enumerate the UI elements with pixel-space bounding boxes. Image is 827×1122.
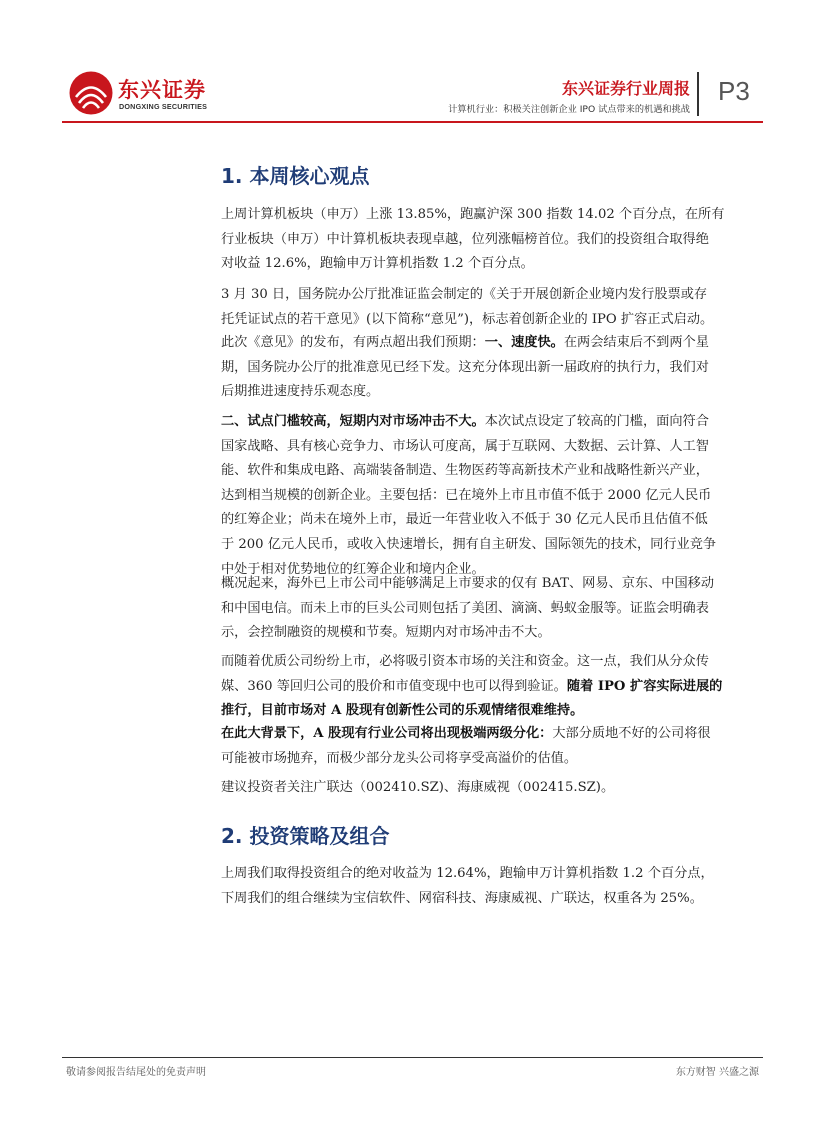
text-line [221, 699, 759, 724]
paragraph-portfolio [221, 862, 759, 911]
text-line [221, 331, 759, 356]
text-run: 本次试点设定了较高的门槛，面向符合 [484, 414, 709, 429]
report-title: 东兴证券行业周报 [561, 79, 690, 98]
bold-run: 随着 IPO 扩容实际进展的 [566, 678, 723, 694]
text-line: 下周我们的组合继续为宝信软件、网宿科技、海康威视、广联达，权重各为 25%。 [221, 890, 703, 906]
bold-run: 在此大背景下，A 股现有行业公司将出现极端两级分化： [221, 726, 553, 741]
bold-point-speed: 一、速度快。 [484, 335, 564, 350]
header-divider [697, 72, 699, 116]
text-line: 建议投资者关注广联达（002410.SZ)、海康威视（002415.SZ)。 [221, 780, 615, 795]
section-heading-strategy: 2. 投资策略及组合 [221, 824, 390, 848]
text-line: 托凭证试点的若干意见》(以下简称“意见”)，标志着创新企业的 IPO 扩容正式启动。 [221, 311, 714, 327]
text-line: 对收益 12.6%，跑输申万计算机指数 1.2 个百分点。 [221, 256, 534, 272]
text-line [221, 675, 759, 700]
text-line: 3 月 30 日，国务院办公厅批准证监会制定的《关于开展创新企业境内发行股票或存 [221, 287, 708, 302]
text-run: 大部分质地不好的公司将很 [552, 726, 711, 741]
bold-run: 推行，目前市场对 A 股现有创新性公司的乐观情绪很难维持。 [221, 703, 584, 719]
text-line [221, 410, 759, 435]
paragraph-policy-announcement [221, 283, 759, 332]
text-line: 于 200 亿元人民币，或收入快速增长，拥有自主研发、国际领先的技术，同行业竞争 [221, 536, 717, 552]
bold-point-threshold: 二、试点门槛较高，短期内对市场冲击不大。 [221, 414, 485, 429]
footer-slogan: 东方财智 兴盛之源 [675, 1067, 759, 1078]
text-line: 后期推进速度持乐观态度。 [221, 384, 380, 400]
text-line: 达到相当规模的创新企业。主要包括：已在境外上市且市值不低于 2000 亿元人民币 [221, 487, 712, 503]
paragraph-capital-attention [221, 650, 759, 724]
text-line: 国家战略、具有核心竞争力、市场认可度高，属于互联网、大数据、云计算、人工智 [221, 438, 709, 454]
paragraph-threshold [221, 410, 759, 582]
logo-text-cn: 东兴证券 [118, 78, 206, 102]
footer-disclaimer: 敬请参阅报告结尾处的免责声明 [66, 1067, 206, 1078]
footer-rule [62, 1057, 763, 1058]
company-logo [68, 70, 208, 120]
text-line: 行业板块（申万）中计算机板块表现卓越，位列涨幅榜首位。我们的投资组合取得绝 [221, 231, 709, 247]
text-line: 可能被市场抛弃，而极少部分龙头公司将享受高溢价的估值。 [221, 750, 578, 766]
paragraph-summary [221, 572, 759, 646]
paragraph-recommendation [221, 776, 759, 801]
text-run: 在两会结束后不到两个星 [563, 335, 709, 350]
text-line: 而随着优质公司纷纷上市，必将吸引资本市场的关注和资金。这一点，我们从分众传 [221, 654, 709, 669]
paragraph-polarization [221, 722, 759, 771]
logo-text-en: DONGXING SECURITIES [119, 102, 208, 111]
paragraph-speed [221, 331, 759, 405]
text-line: 期，国务院办公厅的批准意见已经下发。这充分体现出新一届政府的执行力，我们对 [221, 359, 709, 375]
logo-mark-icon [68, 70, 114, 116]
text-line: 上周计算机板块（申万）上涨 13.85%，跑赢沪深 300 指数 14.02 个百分点，在所有 [221, 207, 725, 222]
text-line: 概况起来，海外已上市公司中能够满足上市要求的仅有 BAT、网易、京东、中国移动 [221, 576, 715, 591]
text-line: 的红筹企业；尚未在境外上市，最近一年营业收入不低于 30 亿元人民币且估值不低 [221, 512, 708, 528]
text-run: 此次《意见》的发布，有两点超出我们预期： [221, 335, 485, 350]
section-heading-core-views: 1. 本周核心观点 [221, 164, 370, 188]
text-line: 上周我们取得投资组合的绝对收益为 12.64%，跑输申万计算机指数 1.2 个百分点， [221, 866, 714, 881]
text-line: 中处于相对优势地位的红筹企业和境内企业。 [221, 561, 485, 577]
text-line: 示，会控制融资的规模和节奏。短期内对市场冲击不大。 [221, 625, 551, 641]
text-line: 能、软件和集成电路、高端装备制造、生物医药等高新技术产业和战略性新兴产业， [221, 463, 709, 479]
paragraph-weekly-performance [221, 203, 759, 277]
text-run: 媒、360 等回归公司的股价和市值变现中也可以得到验证。 [221, 678, 567, 694]
text-line [221, 722, 759, 747]
page-number: P3 [718, 76, 750, 106]
header-rule [62, 121, 763, 123]
text-line: 和中国电信。而未上市的巨头公司则包括了美团、滴滴、蚂蚁金服等。证监会明确表 [221, 600, 709, 616]
report-subtitle: 计算机行业：积极关注创新企业 IPO 试点带来的机遇和挑战 [448, 104, 690, 115]
